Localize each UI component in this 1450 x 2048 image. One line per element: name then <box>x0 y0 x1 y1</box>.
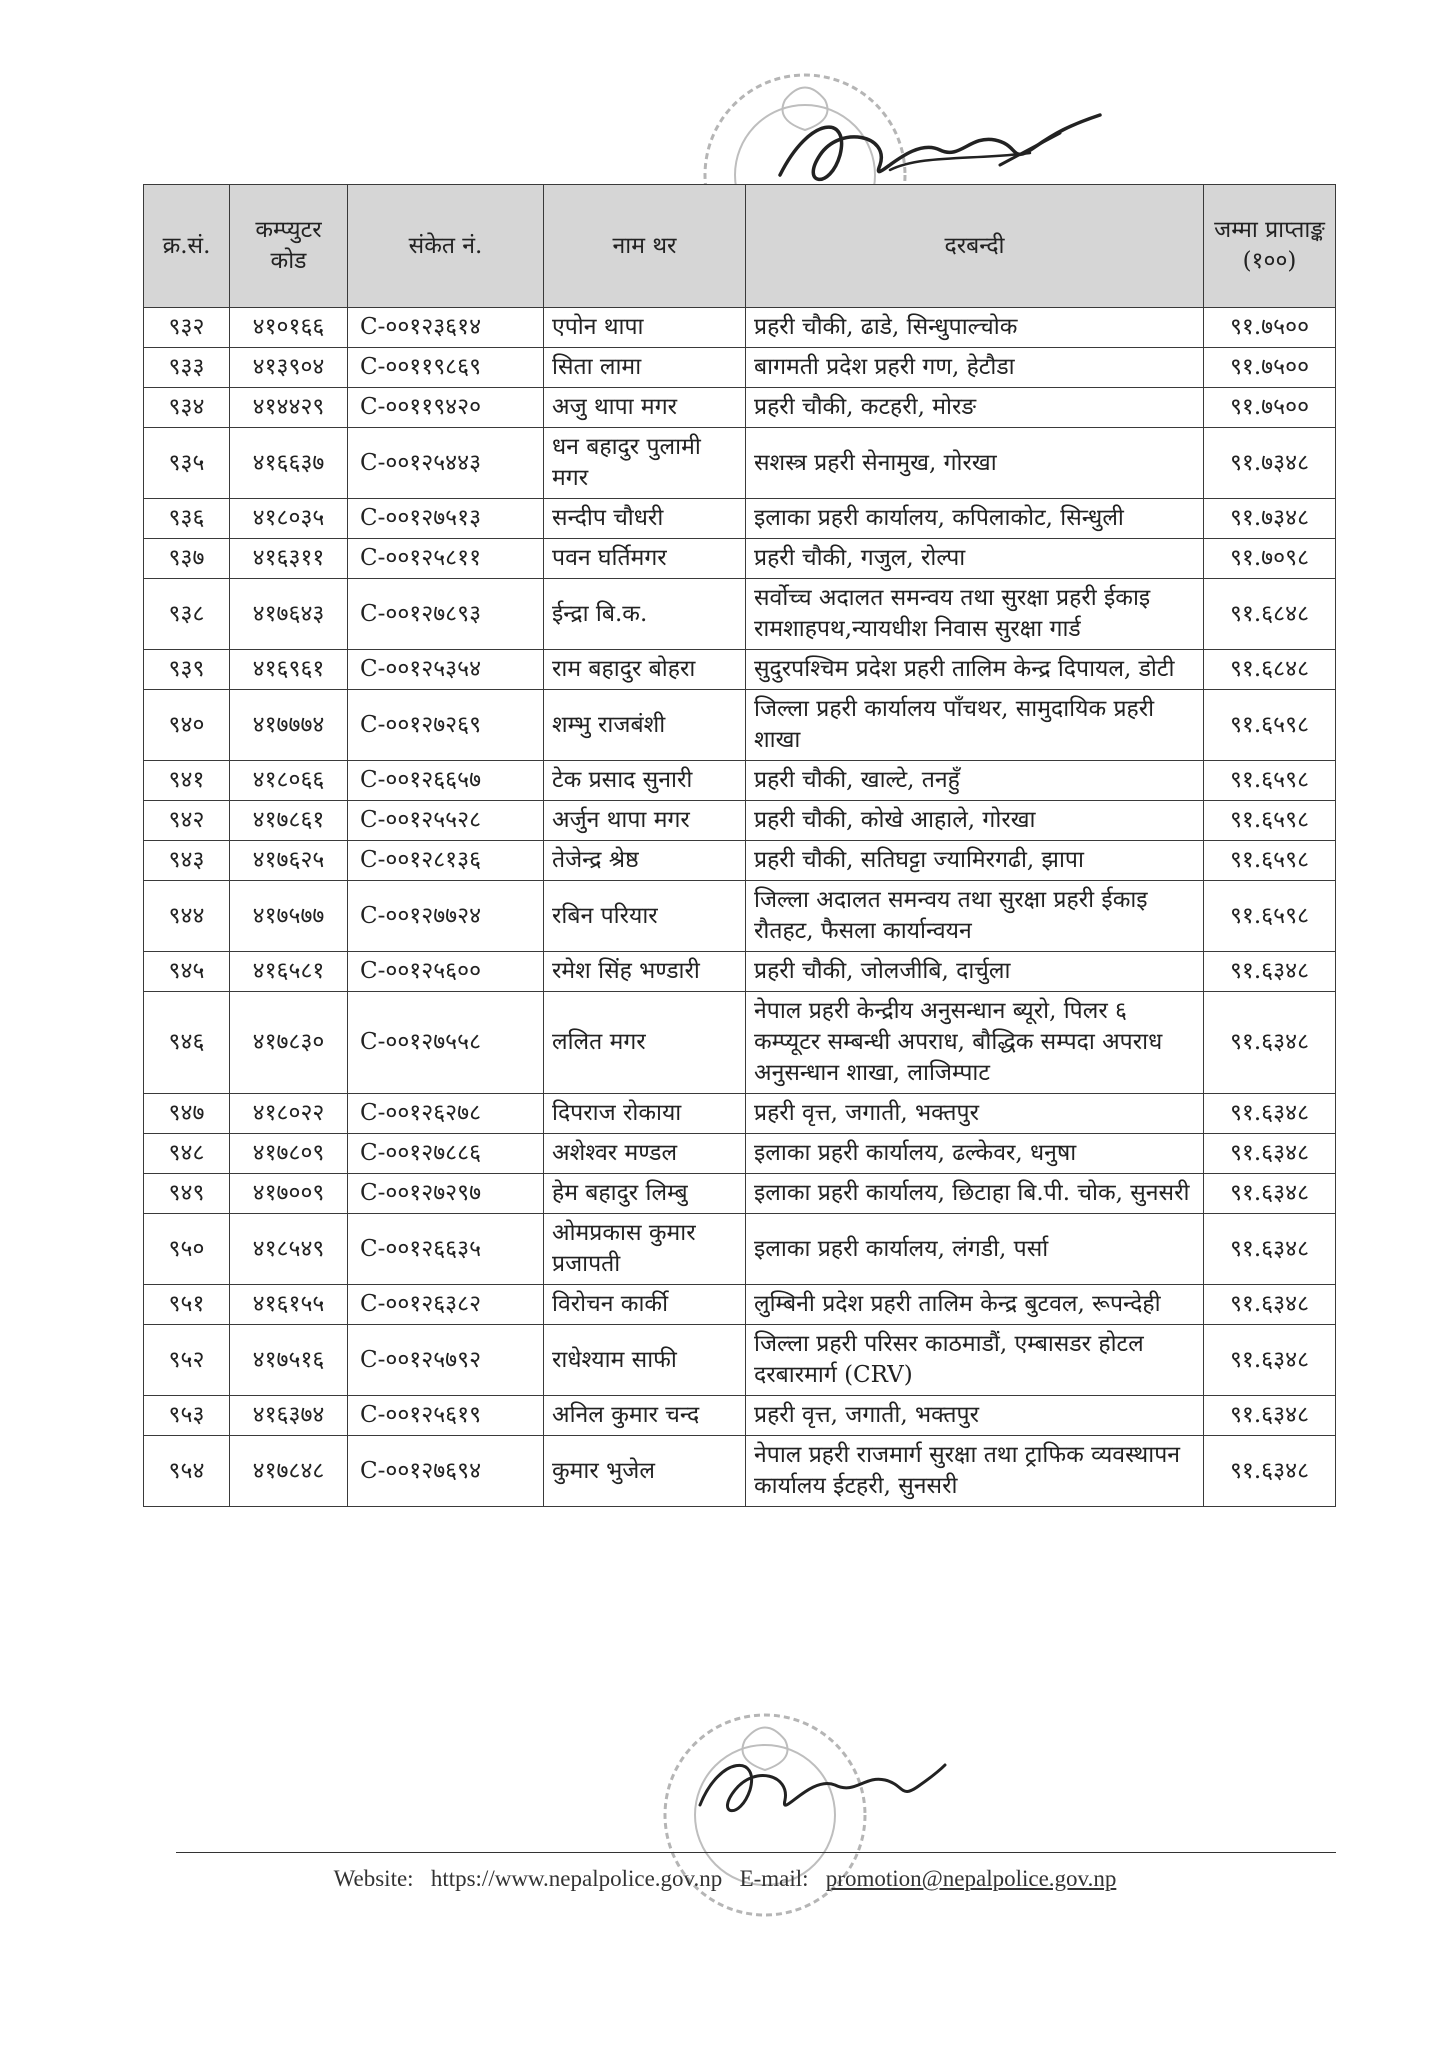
cell-computer-code: ४१८५४९ <box>230 1214 348 1285</box>
table-row <box>144 952 1336 992</box>
table-row <box>144 1094 1336 1134</box>
cell-name: अजु थापा मगर <box>544 388 746 428</box>
cell-name: सन्दीप चौधरी <box>544 499 746 539</box>
cell-serial-number: ९४२ <box>144 801 230 841</box>
table-row <box>144 1214 1336 1285</box>
cell-name: राधेश्याम साफी <box>544 1325 746 1396</box>
table-row <box>144 308 1336 348</box>
signature <box>690 1740 950 1830</box>
cell-name: विरोचन कार्की <box>544 1285 746 1325</box>
cell-computer-code: ४१७७७४ <box>230 690 348 761</box>
cell-total-score: ९१.६३४८ <box>1204 1214 1336 1285</box>
cell-serial-number: ९४४ <box>144 881 230 952</box>
cell-computer-code: ४१७००९ <box>230 1174 348 1214</box>
cell-total-score: ९१.६८४८ <box>1204 579 1336 650</box>
cell-total-score: ९१.६३४८ <box>1204 1094 1336 1134</box>
cell-name: एपोन थापा <box>544 308 746 348</box>
cell-post: इलाका प्रहरी कार्यालय, ढल्केवर, धनुषा <box>746 1134 1204 1174</box>
cell-name: कुमार भुजेल <box>544 1436 746 1507</box>
cell-serial-number: ९४६ <box>144 992 230 1094</box>
cell-name: धन बहादुर पुलामी मगर <box>544 428 746 499</box>
cell-total-score: ९१.७५०० <box>1204 348 1336 388</box>
cell-symbol-number: C-००१२५७९२ <box>348 1325 544 1396</box>
table-row <box>144 388 1336 428</box>
cell-total-score: ९१.६५९८ <box>1204 761 1336 801</box>
cell-serial-number: ९५३ <box>144 1396 230 1436</box>
cell-computer-code: ४१६१५५ <box>230 1285 348 1325</box>
cell-post: प्रहरी वृत्त, जगाती, भक्तपुर <box>746 1094 1204 1134</box>
cell-symbol-number: C-००११९८६९ <box>348 348 544 388</box>
cell-symbol-number: C-००१२७८८६ <box>348 1134 544 1174</box>
cell-computer-code: ४१७५७७ <box>230 881 348 952</box>
cell-post: इलाका प्रहरी कार्यालय, लंगडी, पर्सा <box>746 1214 1204 1285</box>
header-serial-number: क्र.सं. <box>144 185 230 308</box>
header-total-score: जम्मा प्राप्ताङ्क (१००) <box>1204 185 1336 308</box>
cell-post: जिल्ला अदालत समन्वय तथा सुरक्षा प्रहरी ईकाइ रौतहट, फैसला कार्यान्वयन <box>746 881 1204 952</box>
header-computer-code: कम्प्युटर कोड <box>230 185 348 308</box>
cell-total-score: ९१.६५९८ <box>1204 801 1336 841</box>
footer-website-label: Website: <box>333 1866 414 1891</box>
cell-total-score: ९१.६३४८ <box>1204 1134 1336 1174</box>
table-row <box>144 428 1336 499</box>
cell-computer-code: ४१८०६६ <box>230 761 348 801</box>
cell-serial-number: ९४७ <box>144 1094 230 1134</box>
table-row <box>144 1134 1336 1174</box>
cell-post: इलाका प्रहरी कार्यालय, छिटाहा बि.पी. चोक, सुनसरी <box>746 1174 1204 1214</box>
cell-symbol-number: C-००१२७६९४ <box>348 1436 544 1507</box>
cell-serial-number: ९३८ <box>144 579 230 650</box>
cell-name: टेक प्रसाद सुनारी <box>544 761 746 801</box>
cell-total-score: ९१.६३४८ <box>1204 952 1336 992</box>
cell-serial-number: ९४१ <box>144 761 230 801</box>
cell-post: सशस्त्र प्रहरी सेनामुख, गोरखा <box>746 428 1204 499</box>
cell-name: ओमप्रकास कुमार प्रजापती <box>544 1214 746 1285</box>
cell-serial-number: ९३३ <box>144 348 230 388</box>
footer-contact <box>0 1866 1450 1892</box>
cell-serial-number: ९३७ <box>144 539 230 579</box>
cell-post: सर्वोच्च अदालत समन्वय तथा सुरक्षा प्रहरी ईकाइ रामशाहपथ,न्यायधीश निवास सुरक्षा गार्ड <box>746 579 1204 650</box>
header-name: नाम थर <box>544 185 746 308</box>
cell-serial-number: ९५४ <box>144 1436 230 1507</box>
cell-computer-code: ४१०१६६ <box>230 308 348 348</box>
cell-post: प्रहरी चौकी, कटहरी, मोरङ <box>746 388 1204 428</box>
cell-symbol-number: C-००१२६२७८ <box>348 1094 544 1134</box>
cell-serial-number: ९४३ <box>144 841 230 881</box>
cell-total-score: ९१.६३४८ <box>1204 1285 1336 1325</box>
cell-serial-number: ९५१ <box>144 1285 230 1325</box>
cell-total-score: ९१.६८४८ <box>1204 650 1336 690</box>
cell-total-score: ९१.६३४८ <box>1204 992 1336 1094</box>
cell-symbol-number: C-००१२७५५८ <box>348 992 544 1094</box>
cell-post: प्रहरी चौकी, खाल्टे, तनहुँ <box>746 761 1204 801</box>
cell-post: बागमती प्रदेश प्रहरी गण, हेटौडा <box>746 348 1204 388</box>
cell-name: सिता लामा <box>544 348 746 388</box>
footer-divider <box>176 1852 1336 1853</box>
cell-serial-number: ९५० <box>144 1214 230 1285</box>
cell-post: इलाका प्रहरी कार्यालय, कपिलाकोट, सिन्धुली <box>746 499 1204 539</box>
cell-total-score: ९१.७०९८ <box>1204 539 1336 579</box>
cell-computer-code: ४१६६३७ <box>230 428 348 499</box>
cell-post: प्रहरी चौकी, सतिघट्टा ज्यामिरगढी, झापा <box>746 841 1204 881</box>
cell-post: प्रहरी चौकी, कोखे आहाले, गोरखा <box>746 801 1204 841</box>
cell-total-score: ९१.६३४८ <box>1204 1174 1336 1214</box>
table-row <box>144 690 1336 761</box>
cell-name: पवन घर्तिमगर <box>544 539 746 579</box>
cell-name: दिपराज रोकाया <box>544 1094 746 1134</box>
cell-post: जिल्ला प्रहरी कार्यालय पाँचथर, सामुदायिक प्रहरी शाखा <box>746 690 1204 761</box>
table-row <box>144 841 1336 881</box>
cell-post: प्रहरी चौकी, ढाडे, सिन्धुपाल्चोक <box>746 308 1204 348</box>
cell-name: ईन्द्रा बि.क. <box>544 579 746 650</box>
cell-name: अशेश्वर मण्डल <box>544 1134 746 1174</box>
cell-total-score: ९१.६५९८ <box>1204 690 1336 761</box>
cell-symbol-number: C-००१२६३८२ <box>348 1285 544 1325</box>
cell-name: अर्जुन थापा मगर <box>544 801 746 841</box>
cell-post: प्रहरी चौकी, गजुल, रोल्पा <box>746 539 1204 579</box>
cell-computer-code: ४१४४२९ <box>230 388 348 428</box>
cell-post: प्रहरी वृत्त, जगाती, भक्तपुर <box>746 1396 1204 1436</box>
cell-symbol-number: C-००१२५३५४ <box>348 650 544 690</box>
cell-computer-code: ४१६३११ <box>230 539 348 579</box>
cell-total-score: ९१.७३४८ <box>1204 428 1336 499</box>
results-table <box>143 184 1336 1507</box>
cell-symbol-number: C-००१२७२९७ <box>348 1174 544 1214</box>
header-post: दरबन्दी <box>746 185 1204 308</box>
table-row <box>144 1396 1336 1436</box>
cell-symbol-number: C-००१२५८११ <box>348 539 544 579</box>
table-row <box>144 992 1336 1094</box>
cell-post: प्रहरी चौकी, जोलजीबि, दार्चुला <box>746 952 1204 992</box>
cell-name: अनिल कुमार चन्द <box>544 1396 746 1436</box>
cell-post: लुम्बिनी प्रदेश प्रहरी तालिम केन्द्र बुटवल, रूपन्देही <box>746 1285 1204 1325</box>
cell-computer-code: ४१३९०४ <box>230 348 348 388</box>
cell-name: राम बहादुर बोहरा <box>544 650 746 690</box>
cell-total-score: ९१.६३४८ <box>1204 1396 1336 1436</box>
cell-serial-number: ९५२ <box>144 1325 230 1396</box>
cell-computer-code: ४१७५१६ <box>230 1325 348 1396</box>
cell-post: नेपाल प्रहरी राजमार्ग सुरक्षा तथा ट्राफिक व्यवस्थापन कार्यालय ईटहरी, सुनसरी <box>746 1436 1204 1507</box>
table-row <box>144 579 1336 650</box>
cell-post: नेपाल प्रहरी केन्द्रीय अनुसन्धान ब्यूरो, पिलर ६ कम्प्यूटर सम्बन्धी अपराध, बौद्धिक सम्पदा अपराध अनुसन्धान शाखा, लाजिम्पाट <box>746 992 1204 1094</box>
cell-computer-code: ४१७६२५ <box>230 841 348 881</box>
cell-computer-code: ४१७८६१ <box>230 801 348 841</box>
table-row <box>144 1285 1336 1325</box>
table-row <box>144 801 1336 841</box>
table-row <box>144 1325 1336 1396</box>
cell-symbol-number: C-००१२७७२४ <box>348 881 544 952</box>
cell-symbol-number: C-००१२८१३६ <box>348 841 544 881</box>
cell-name: रबिन परियार <box>544 881 746 952</box>
cell-symbol-number: C-००१२५५२८ <box>348 801 544 841</box>
cell-serial-number: ९४८ <box>144 1134 230 1174</box>
cell-symbol-number: C-००१२५६१९ <box>348 1396 544 1436</box>
cell-name: हेम बहादुर लिम्बु <box>544 1174 746 1214</box>
table-row <box>144 1436 1336 1507</box>
cell-computer-code: ४१७८०९ <box>230 1134 348 1174</box>
footer-email-label: E-mail: <box>739 1866 809 1891</box>
cell-post: जिल्ला प्रहरी परिसर काठमाडौं, एम्बासडर होटल दरबारमार्ग (CRV) <box>746 1325 1204 1396</box>
cell-symbol-number: C-००१२७२६९ <box>348 690 544 761</box>
cell-symbol-number: C-००१२७८९३ <box>348 579 544 650</box>
cell-computer-code: ४१६९६१ <box>230 650 348 690</box>
table-row <box>144 499 1336 539</box>
cell-computer-code: ४१७६४३ <box>230 579 348 650</box>
cell-total-score: ९१.७३४८ <box>1204 499 1336 539</box>
cell-computer-code: ४१८०३५ <box>230 499 348 539</box>
cell-serial-number: ९३९ <box>144 650 230 690</box>
cell-serial-number: ९४५ <box>144 952 230 992</box>
table-row <box>144 761 1336 801</box>
cell-symbol-number: C-००१२३६१४ <box>348 308 544 348</box>
cell-computer-code: ४१७८३० <box>230 992 348 1094</box>
cell-serial-number: ९३५ <box>144 428 230 499</box>
footer-email-link[interactable]: promotion@nepalpolice.gov.np <box>825 1866 1117 1891</box>
cell-serial-number: ९३६ <box>144 499 230 539</box>
cell-total-score: ९१.७५०० <box>1204 388 1336 428</box>
cell-serial-number: ९३२ <box>144 308 230 348</box>
cell-name: शम्भु राजबंशी <box>544 690 746 761</box>
cell-post: सुदुरपश्चिम प्रदेश प्रहरी तालिम केन्द्र दिपायल, डोटी <box>746 650 1204 690</box>
cell-total-score: ९१.७५०० <box>1204 308 1336 348</box>
cell-symbol-number: C-००१२६६५७ <box>348 761 544 801</box>
table-row <box>144 881 1336 952</box>
table-row <box>144 650 1336 690</box>
cell-name: रमेश सिंह भण्डारी <box>544 952 746 992</box>
cell-serial-number: ९४९ <box>144 1174 230 1214</box>
cell-symbol-number: C-००१२६६३५ <box>348 1214 544 1285</box>
cell-symbol-number: C-००१२५४४३ <box>348 428 544 499</box>
cell-total-score: ९१.६३४८ <box>1204 1325 1336 1396</box>
cell-total-score: ९१.६५९८ <box>1204 841 1336 881</box>
table-row <box>144 539 1336 579</box>
table-header-row <box>144 185 1336 308</box>
cell-computer-code: ४१६३७४ <box>230 1396 348 1436</box>
cell-name: तेजेन्द्र श्रेष्ठ <box>544 841 746 881</box>
cell-serial-number: ९३४ <box>144 388 230 428</box>
footer-website-link[interactable]: https://www.nepalpolice.gov.np <box>430 1866 723 1891</box>
cell-computer-code: ४१६५८१ <box>230 952 348 992</box>
table-row <box>144 1174 1336 1214</box>
cell-computer-code: ४१८०२२ <box>230 1094 348 1134</box>
cell-symbol-number: C-००१२५६०० <box>348 952 544 992</box>
cell-symbol-number: C-००१२७५१३ <box>348 499 544 539</box>
cell-total-score: ९१.६५९८ <box>1204 881 1336 952</box>
cell-symbol-number: C-००११९४२० <box>348 388 544 428</box>
cell-serial-number: ९४० <box>144 690 230 761</box>
cell-computer-code: ४१७८४८ <box>230 1436 348 1507</box>
cell-name: ललित मगर <box>544 992 746 1094</box>
cell-total-score: ९१.६३४८ <box>1204 1436 1336 1507</box>
header-symbol-number: संकेत नं. <box>348 185 544 308</box>
table-row <box>144 348 1336 388</box>
